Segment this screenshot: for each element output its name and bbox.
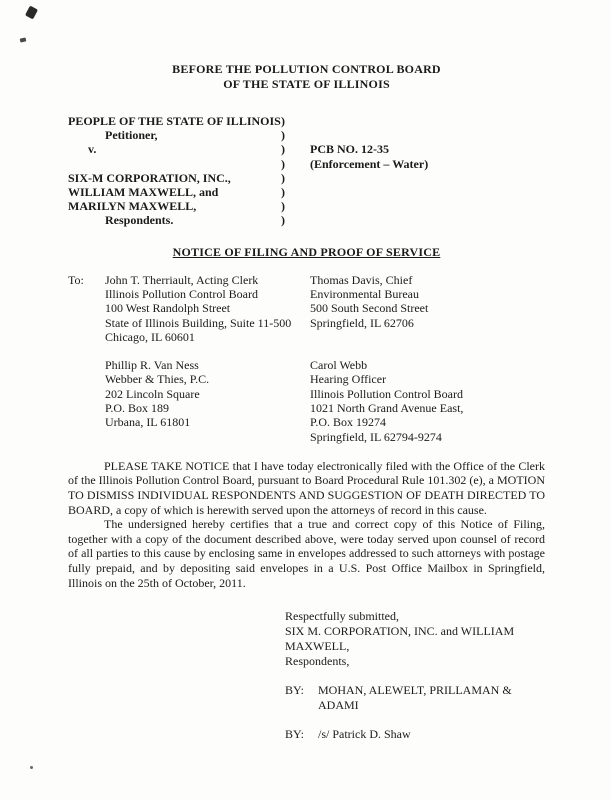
address-line: Springfield, IL 62794-9274 [310, 429, 442, 444]
signature-block [285, 609, 545, 668]
by-label: BY: [285, 727, 304, 742]
caption-row [68, 157, 545, 171]
caption-left-blank [68, 157, 281, 171]
respondent-name: WILLIAM MAXWELL, and [68, 185, 219, 200]
respondent-name: SIX-M CORPORATION, INC., [68, 170, 231, 185]
caption-paren: ) [281, 185, 285, 200]
law-firm-name: MOHAN, ALEWELT, PRILLAMAN & ADAMI [318, 683, 512, 713]
signature-line: Respectfully submitted, [285, 609, 399, 624]
address-line: Environmental Bureau [310, 286, 419, 301]
address-line: 100 West Randolph Street [105, 301, 231, 316]
address-line: Phillip R. Van Ness [105, 358, 199, 373]
scan-artifact-dot [30, 766, 33, 769]
court-jurisdiction: OF THE STATE OF ILLINOIS [223, 77, 390, 91]
caption-row [68, 128, 545, 142]
service-columns [105, 273, 545, 344]
caption-right [310, 185, 545, 199]
caption-row [68, 114, 545, 128]
caption-paren: ) [281, 142, 285, 157]
versus-label: v. [88, 142, 97, 157]
address-line: Urbana, IL 61801 [105, 415, 191, 430]
court-name: BEFORE THE POLLUTION CONTROL BOARD [172, 62, 441, 76]
address-line: 202 Lincoln Square [105, 386, 200, 401]
signature-line: Respondents, [285, 653, 350, 668]
address-line: 500 South Second Street [310, 301, 429, 316]
notice-body [68, 459, 545, 590]
service-columns [105, 358, 545, 444]
caption-paren: ) [281, 199, 285, 214]
by-signer-row [285, 727, 545, 742]
service-list-block-2 [68, 358, 545, 444]
caption-paren: ) [281, 213, 285, 228]
caption-paren: ) [281, 156, 285, 171]
respondent-designation: Respondents. [105, 213, 174, 228]
caption-paren: ) [281, 114, 285, 128]
electronic-signature: /s/ Patrick D. Shaw [318, 727, 411, 742]
address-line: P.O. Box 189 [105, 401, 170, 415]
by-label: BY: [285, 683, 304, 698]
caption-right [310, 128, 545, 142]
caption-right [310, 114, 545, 128]
proof-of-service-paragraph: The undersigned hereby certifies that a true and correct copy of this Notice of Filing, together with a copy of the document described above, were today served upon counsel of record of all parties to this cause by enclosing same in envelopes addressed to such attorneys with postage fully prepaid, and by depositing said envelopes in a U.S. Post Office Mailbox in Springfield, Illinois on the 25th of October, 2011. [68, 517, 545, 590]
address-line: Springfield, IL 62706 [310, 315, 414, 330]
signature-line: MAXWELL, [285, 638, 350, 653]
caption-row [68, 171, 545, 185]
caption-right [310, 213, 545, 227]
address-line: Chicago, IL 60601 [105, 329, 195, 344]
address-line: 1021 North Grand Avenue East, [310, 401, 464, 415]
address-line: Carol Webb [310, 358, 368, 373]
caption-row [68, 185, 545, 199]
court-header [68, 62, 545, 92]
address-line: Hearing Officer [310, 372, 387, 387]
caption-right [310, 171, 545, 185]
service-address-environmental-bureau [310, 273, 545, 344]
signature-line: SIX M. CORPORATION, INC. and WILLIAM [285, 624, 515, 639]
caption-row [68, 142, 545, 156]
caption-paren: ) [281, 170, 285, 185]
notice-paragraph: PLEASE TAKE NOTICE that I have today electronically filed with the Office of the Clerk of the Illinois Pollution Control Board, pursuant to Board Procedural Rule 101.302 (e), a MOTION TO DISMISS INDIVIDUAL RESPONDENTS AND SUGGESTION OF DEATH DIRECTED TO BOARD, a copy of which is herewith served upon the attorneys of record in this cause. [68, 458, 545, 517]
by-firm-row [285, 683, 545, 713]
case-type: (Enforcement – Water) [310, 156, 429, 171]
address-line: Illinois Pollution Control Board [105, 286, 259, 301]
address-line: John T. Therriault, Acting Clerk [105, 272, 259, 287]
address-line: Webber & Thies, P.C. [105, 372, 210, 387]
scan-artifact-mark [20, 37, 27, 42]
service-address-van-ness [105, 358, 310, 444]
petitioner-name: PEOPLE OF THE STATE OF ILLINOIS [68, 114, 281, 128]
case-number: PCB NO. 12-35 [310, 142, 389, 157]
respondent-name: MARILYN MAXWELL, [68, 199, 197, 214]
address-line: P.O. Box 19274 [310, 415, 387, 430]
service-list-block-1 [68, 273, 545, 344]
service-address-clerk [105, 273, 310, 344]
caption-paren: ) [281, 128, 285, 143]
caption-row [68, 199, 545, 213]
petitioner-designation: Petitioner, [105, 128, 158, 143]
caption-right [310, 199, 545, 213]
scan-artifact-mark [25, 6, 38, 20]
service-address-hearing-officer [310, 358, 545, 444]
to-label: To: [68, 272, 84, 287]
address-line: State of Illinois Building, Suite 11-500 [105, 315, 292, 330]
address-line: Thomas Davis, Chief [310, 272, 413, 287]
document-title: NOTICE OF FILING AND PROOF OF SERVICE [172, 244, 441, 259]
case-caption [68, 114, 545, 228]
caption-row [68, 213, 545, 227]
address-line: Illinois Pollution Control Board [310, 386, 464, 401]
